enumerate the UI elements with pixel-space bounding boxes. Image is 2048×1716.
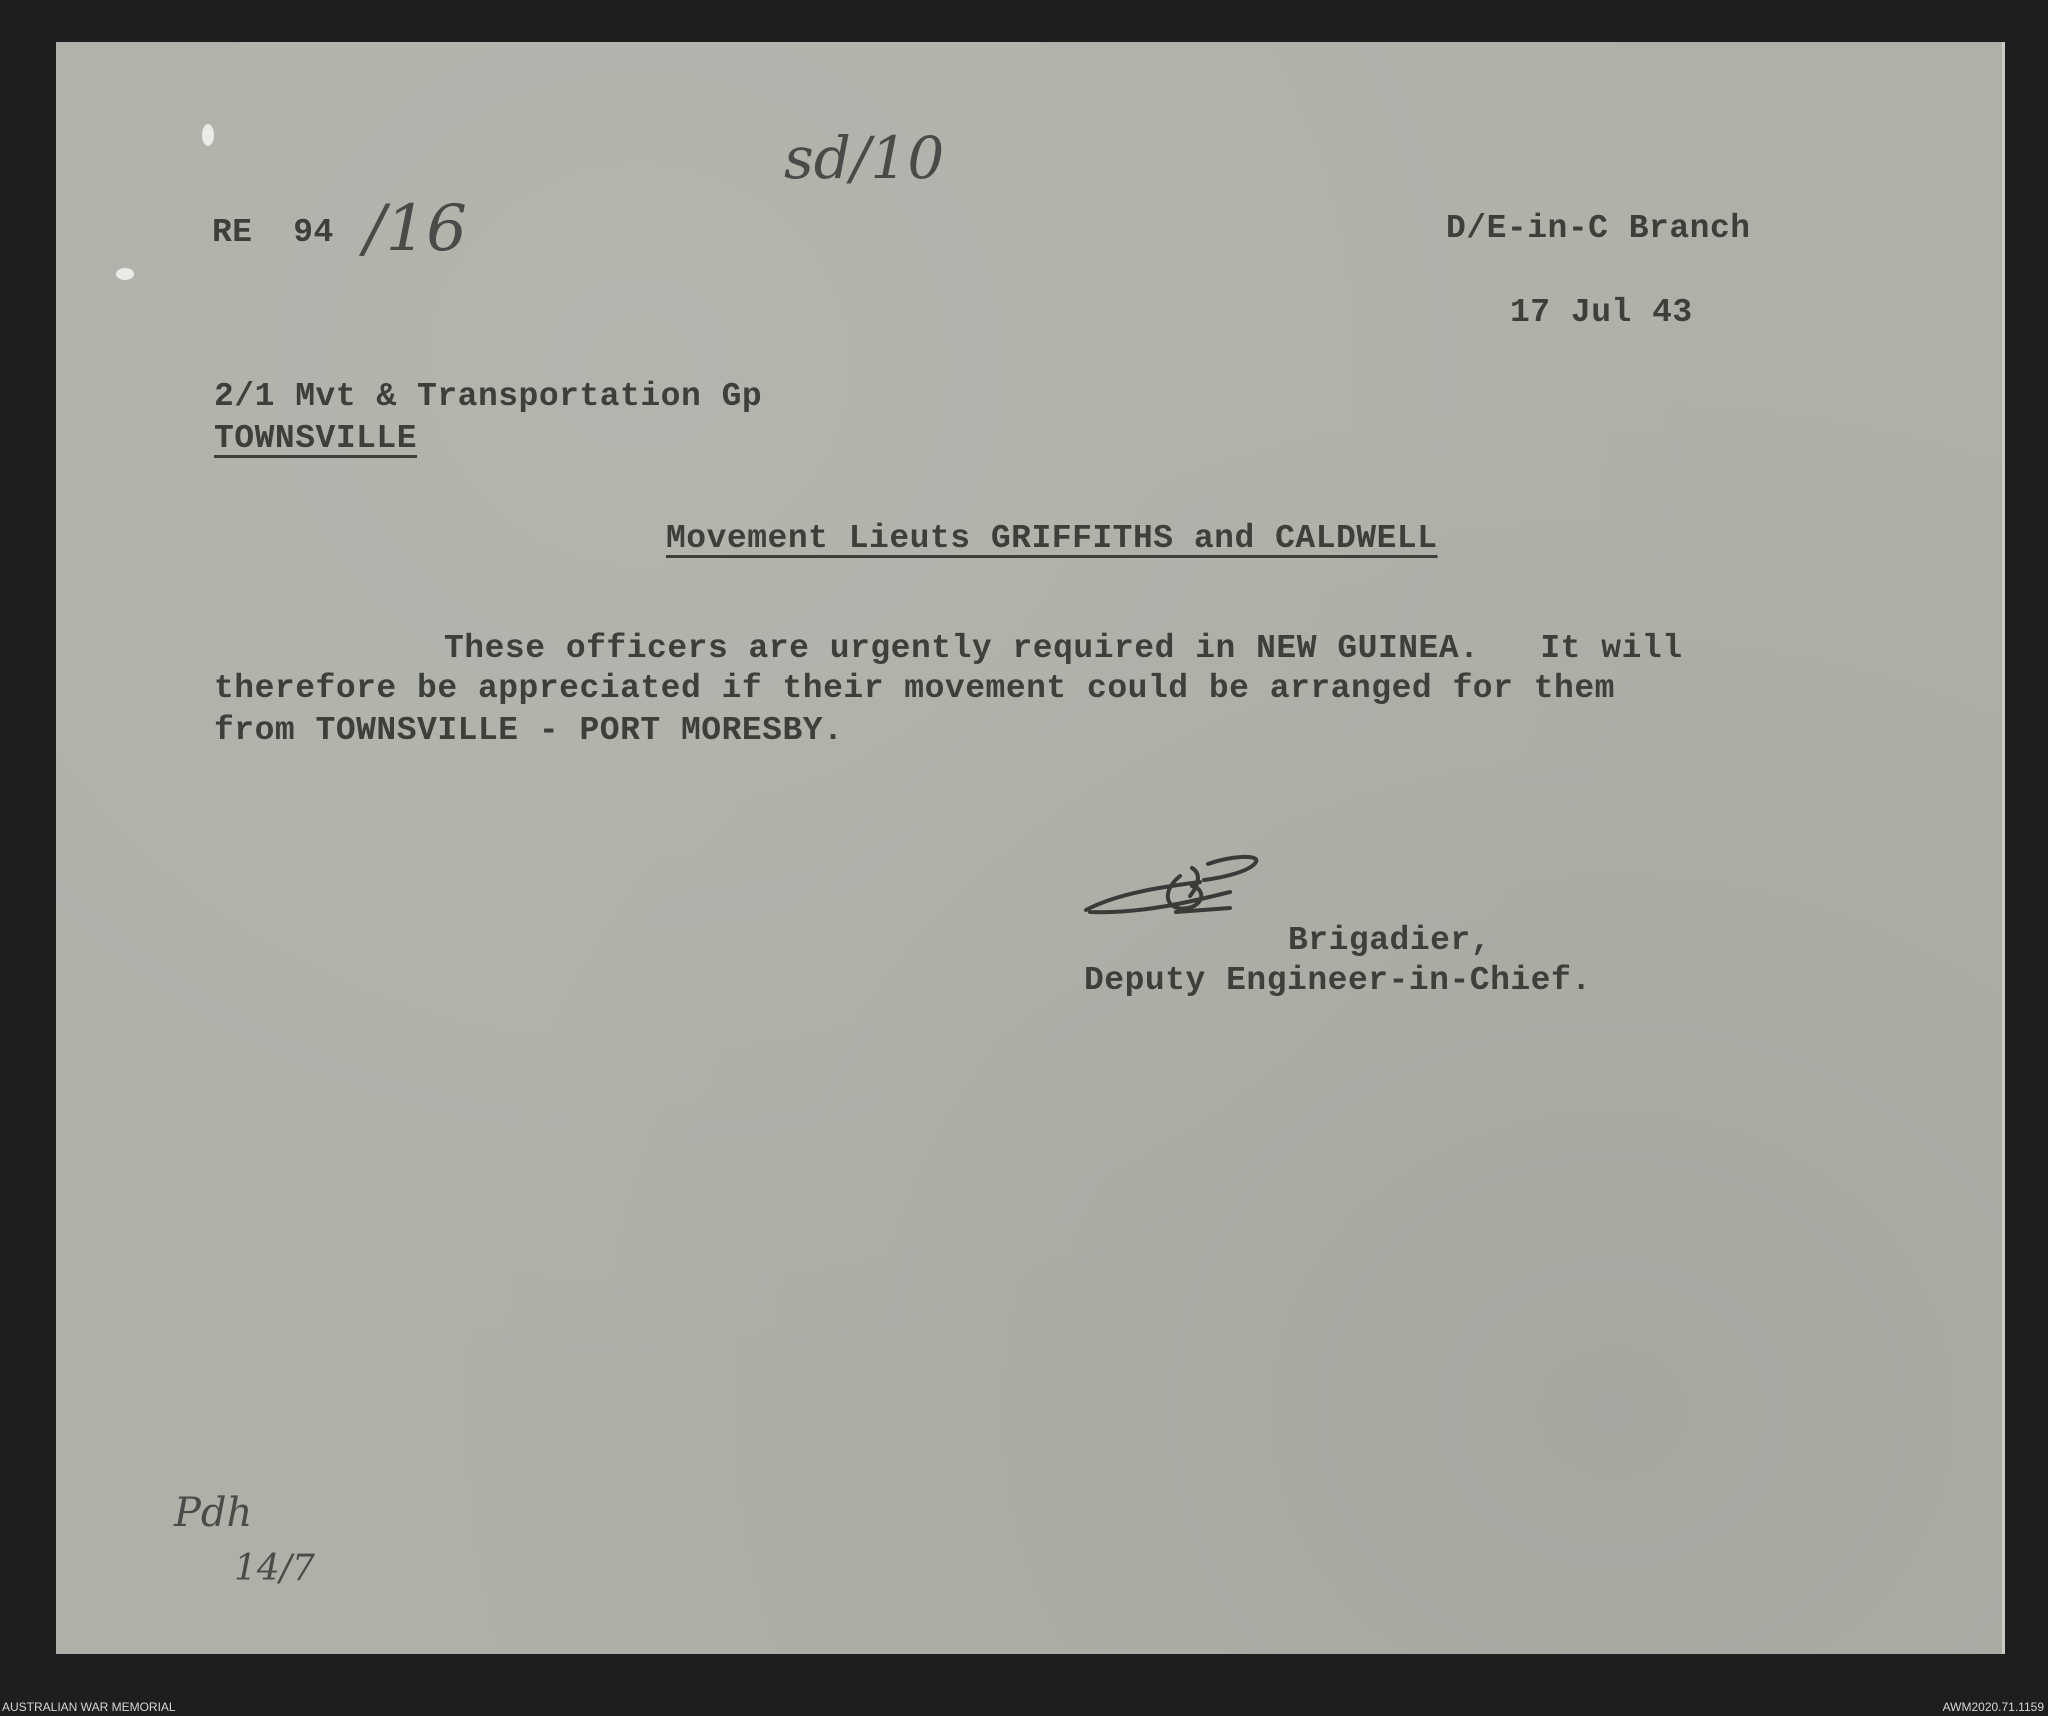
document-sheet <box>56 42 2005 1654</box>
addressee-location: TOWNSVILLE <box>214 420 418 457</box>
margin-note-date: 14/7 <box>234 1548 315 1589</box>
footer-institution: AUSTRALIAN WAR MEMORIAL <box>2 1700 176 1714</box>
margin-note-initials: Pdh <box>174 1490 253 1536</box>
letter-date: 17 Jul 43 <box>1510 294 1693 331</box>
signatory-title: Deputy Engineer-in-Chief. <box>1084 962 1592 999</box>
signature-scribble <box>1080 852 1270 932</box>
reference-handwritten: /16 <box>364 192 467 266</box>
subject-line: Movement Lieuts GRIFFITHS and CALDWELL <box>666 520 1438 557</box>
body-line-3: from TOWNSVILLE - PORT MORESBY. <box>214 712 844 749</box>
body-line-2: therefore be appreciated if their movement could be arranged for them <box>214 670 1615 707</box>
branch-name: D/E-in-C Branch <box>1446 210 1751 247</box>
addressee-unit: 2/1 Mvt & Transportation Gp <box>214 378 763 415</box>
punch-hole-top <box>202 124 214 146</box>
top-handwritten-note: sd/10 <box>784 124 945 192</box>
signatory-rank: Brigadier, <box>1288 922 1492 959</box>
body-line-1: These officers are urgently required in NEW GUINEA. It will <box>444 630 1683 667</box>
reference-number: RE 94 <box>212 214 334 251</box>
punch-hole-bottom <box>116 268 134 280</box>
footer-accession: AWM2020.71.1159 <box>1942 1700 2044 1714</box>
